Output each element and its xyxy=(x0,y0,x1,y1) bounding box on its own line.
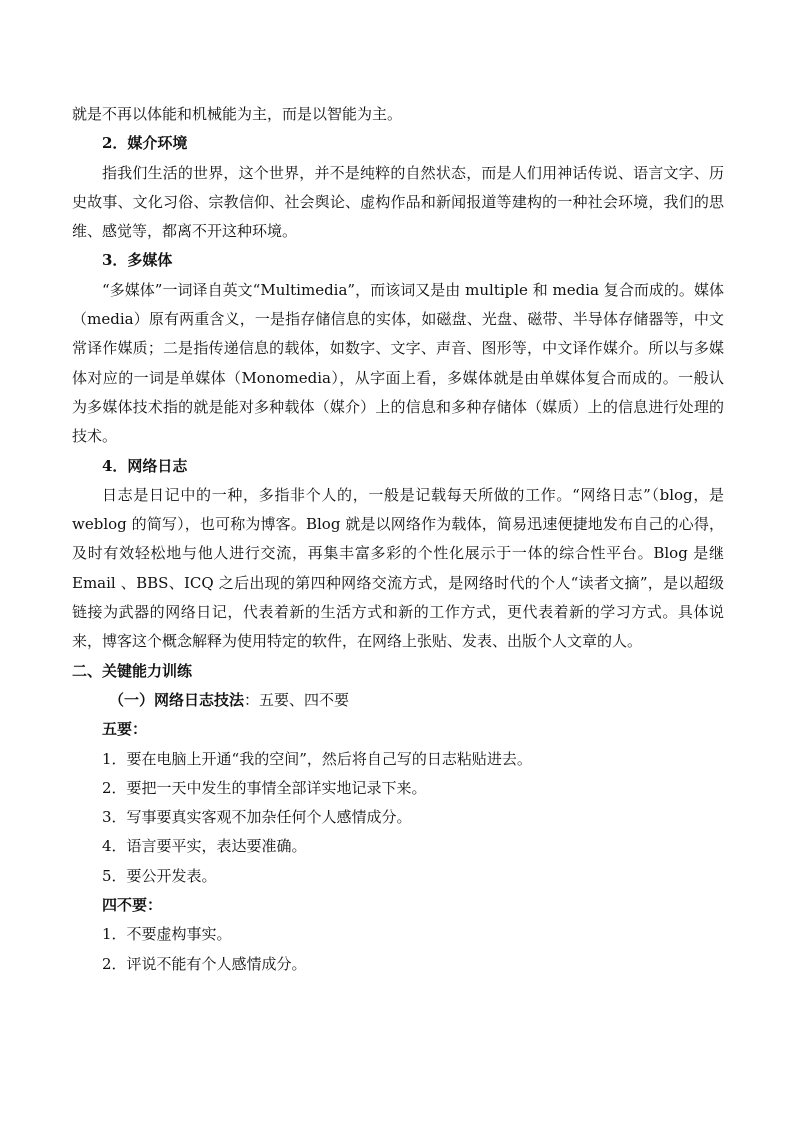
list-item: 2．要把一天中发生的事情全部详实地记录下来。 xyxy=(102,778,427,797)
subheading-rest: ：五要、四不要 xyxy=(244,690,350,709)
four-donts-label: 四不要： xyxy=(102,896,163,915)
section-heading-multimedia: 3．多媒体 xyxy=(102,251,173,270)
paragraph-media-environment: 指我们生活的世界，这个世界，并不是纯粹的自然状态，而是人们用神话传说、语言文字、历史故事、文化习俗、宗教信仰、社会舆论、虚构作品和新闻报道等建构的一种社会环境，我们的思维、感觉等，都离不开这种环境。 xyxy=(72,163,724,241)
continuation-paragraph: 就是不再以体能和机械能为主，而是以智能为主。 xyxy=(72,105,403,123)
list-item: 2．评说不能有个人感情成分。 xyxy=(102,954,307,973)
paragraph-multimedia: “多媒体”一词译自英文“Multimedia”，而该词又是由 multiple 和 media 复合而成的。媒体（media）原有两重含义，一是指存储信息的实体，如磁盘、光盘、磁带、半导体存储器等，中文常译作媒质；二是指传递信息的载体，如数字、文字、声音、图形等，中文译作媒介。所以与多媒体对应的一词是单媒体（Monomedia），从字面上看，多媒体就是由单媒体复合而成的。一般认为多媒体技术指的就是能对多种载体（媒介）上的信息和多种存储体（媒质）上的信息进行处理的技术。 xyxy=(72,280,724,446)
list-item: 1．不要虚构事实。 xyxy=(102,925,232,944)
list-item: 5．要公开发表。 xyxy=(102,866,217,885)
document-page xyxy=(72,100,724,979)
subheading-bold: （一）网络日志技法 xyxy=(109,690,245,709)
section-heading-media-environment: 2．媒介环境 xyxy=(102,134,188,153)
five-dos-label: 五要： xyxy=(102,720,148,739)
list-item: 1．要在电脑上开通“我的空间”，然后将自己写的日志粘贴进去。 xyxy=(102,749,532,768)
paragraph-blog: 日志是日记中的一种，多指非个人的，一般是记载每天所做的工作。“网络日志”（blog，是 weblog 的简写），也可称为博客。Blog 就是以网络作为载体，简易迅速便捷地发布自己的心得，及时有效轻松地与他人进行交流，再集丰富多彩的个性化展示于一体的综合性平台。Blog 是继 Email 、BBS、ICQ 之后出现的第四种网络交流方式，是网络时代的个人“读者文摘”，是以超级链接为武器的网络日记，代表着新的生活方式和新的工作方式，更代表着新的学习方式。具体说来，博客这个概念解释为使用特定的软件，在网络上张贴、发表、出版个人文章的人。 xyxy=(72,485,724,651)
list-item: 4．语言要平实，表达要准确。 xyxy=(102,837,307,856)
subheading-blog-techniques xyxy=(72,686,724,715)
part-heading-key-skills: 二、关键能力训练 xyxy=(72,661,193,680)
list-item: 3．写事要真实客观不加杂任何个人感情成分。 xyxy=(102,808,412,827)
section-heading-blog: 4．网络日志 xyxy=(102,456,188,475)
